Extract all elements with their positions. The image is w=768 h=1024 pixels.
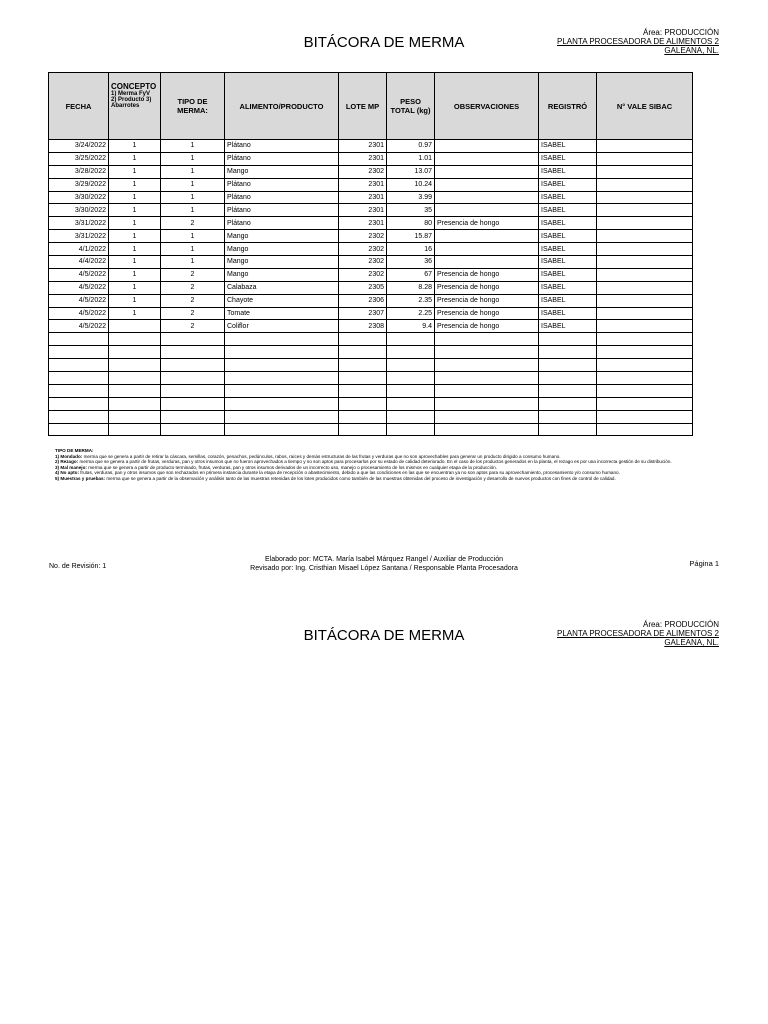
cell-registro: ISABEL — [539, 140, 597, 153]
cell-concepto: 1 — [109, 268, 161, 281]
cell-peso — [387, 423, 435, 436]
col-peso: PESO TOTAL (kg) — [387, 73, 435, 140]
cell-alimento — [225, 423, 339, 436]
cell-fecha: 4/5/2022 — [49, 320, 109, 333]
cell-tipo: 1 — [161, 256, 225, 269]
cell-observaciones — [435, 204, 539, 217]
cell-alimento: Mango — [225, 256, 339, 269]
cell-alimento: Mango — [225, 268, 339, 281]
page2-title: BITÁCORA DE MERMA — [303, 627, 465, 644]
cell-observaciones: Presencia de hongo — [435, 307, 539, 320]
cell-peso — [387, 346, 435, 359]
cell-registro: ISABEL — [539, 191, 597, 204]
note-2-label: 2) Rezago: — [55, 459, 79, 465]
cell-concepto: 1 — [109, 140, 161, 153]
cell-peso: 36 — [387, 256, 435, 269]
table-row — [49, 204, 693, 217]
col-concepto-title: CONCEPTO — [111, 82, 157, 91]
cell-lote: 2301 — [339, 217, 387, 230]
cell-tipo — [161, 333, 225, 346]
table-row — [49, 372, 693, 385]
cell-observaciones — [435, 191, 539, 204]
cell-lote — [339, 333, 387, 346]
cell-tipo — [161, 359, 225, 372]
cell-fecha: 4/5/2022 — [49, 294, 109, 307]
page2-area-value: PRODUCCIÓN — [664, 620, 719, 629]
cell-alimento: Mango — [225, 230, 339, 243]
cell-lote — [339, 423, 387, 436]
table-row — [49, 243, 693, 256]
cell-observaciones — [435, 230, 539, 243]
cell-registro: ISABEL — [539, 243, 597, 256]
area-label: Área: — [642, 28, 665, 37]
cell-alimento: Plátano — [225, 204, 339, 217]
cell-vale — [597, 307, 693, 320]
cell-observaciones — [435, 410, 539, 423]
cell-observaciones — [435, 423, 539, 436]
cell-fecha: 4/5/2022 — [49, 307, 109, 320]
page2-area-line — [557, 620, 719, 629]
col-tipo: TIPO DE MERMA: — [161, 73, 225, 140]
cell-concepto: 1 — [109, 256, 161, 269]
table-row — [49, 230, 693, 243]
tipo-merma-notes — [55, 448, 685, 482]
cell-lote: 2301 — [339, 178, 387, 191]
table-row — [49, 191, 693, 204]
note-4-text: frutas, verduras, pan y otros insumos que son rechazados en primera instancia durante la etapa de recepción o abastecimiento, debido a que las condiciones en las que se encuentran ya no son aptos para su aprovechamiento, procesamiento y/o consumo humano. — [79, 470, 620, 476]
note-1-text: merma que se genera a partir de retirar la cáscara, semillas, corazón, penachos, pedúnculos, rabos, raíces y demás estructuras de las frutas y verduras que no son aprovechables para generar un producto dirigido a consumo humano. — [82, 453, 561, 459]
cell-lote: 2301 — [339, 140, 387, 153]
cell-peso — [387, 410, 435, 423]
cell-fecha: 3/24/2022 — [49, 140, 109, 153]
cell-fecha — [49, 372, 109, 385]
table-row — [49, 217, 693, 230]
cell-lote: 2307 — [339, 307, 387, 320]
cell-lote: 2302 — [339, 256, 387, 269]
table-row — [49, 178, 693, 191]
cell-lote — [339, 410, 387, 423]
cell-fecha — [49, 346, 109, 359]
cell-alimento: Tomate — [225, 307, 339, 320]
cell-concepto: 1 — [109, 307, 161, 320]
table-row — [49, 359, 693, 372]
page2-plant-name: PLANTA PROCESADORA DE ALIMENTOS 2 — [557, 629, 719, 638]
page-title: BITÁCORA DE MERMA — [303, 34, 465, 51]
area-value: PRODUCCIÓN — [664, 28, 719, 37]
cell-observaciones — [435, 256, 539, 269]
cell-fecha: 3/25/2022 — [49, 152, 109, 165]
cell-peso: 15.87 — [387, 230, 435, 243]
cell-observaciones — [435, 152, 539, 165]
cell-vale — [597, 320, 693, 333]
cell-fecha — [49, 410, 109, 423]
cell-tipo — [161, 346, 225, 359]
table-row — [49, 410, 693, 423]
table-header-row — [49, 73, 693, 140]
cell-tipo: 1 — [161, 191, 225, 204]
cell-observaciones — [435, 359, 539, 372]
cell-alimento: Coliflor — [225, 320, 339, 333]
cell-registro: ISABEL — [539, 204, 597, 217]
cell-lote: 2308 — [339, 320, 387, 333]
cell-peso: 2.25 — [387, 307, 435, 320]
cell-peso — [387, 372, 435, 385]
cell-vale — [597, 178, 693, 191]
cell-alimento: Calabaza — [225, 281, 339, 294]
cell-lote — [339, 346, 387, 359]
cell-concepto — [109, 423, 161, 436]
cell-registro: ISABEL — [539, 320, 597, 333]
cell-lote: 2302 — [339, 268, 387, 281]
col-alimento: ALIMENTO/PRODUCTO — [225, 73, 339, 140]
cell-concepto — [109, 410, 161, 423]
cell-tipo: 1 — [161, 204, 225, 217]
page2-area-block — [557, 620, 719, 647]
cell-alimento — [225, 359, 339, 372]
cell-vale — [597, 359, 693, 372]
cell-tipo: 1 — [161, 230, 225, 243]
note-3-label: 3) Mal manejo: — [55, 464, 87, 470]
cell-registro: ISABEL — [539, 152, 597, 165]
note-5 — [55, 476, 685, 482]
cell-fecha: 3/30/2022 — [49, 191, 109, 204]
cell-registro: ISABEL — [539, 256, 597, 269]
cell-concepto — [109, 333, 161, 346]
table-row — [49, 333, 693, 346]
cell-lote: 2302 — [339, 165, 387, 178]
cell-registro — [539, 359, 597, 372]
cell-tipo: 1 — [161, 165, 225, 178]
table-row — [49, 397, 693, 410]
cell-peso: 16 — [387, 243, 435, 256]
cell-alimento — [225, 333, 339, 346]
cell-concepto: 1 — [109, 281, 161, 294]
revisado-por: Revisado por: Ing. Cristhian Misael López Santana / Responsable Planta Procesadora — [250, 565, 518, 572]
cell-alimento — [225, 384, 339, 397]
cell-concepto: 1 — [109, 204, 161, 217]
plant-name: PLANTA PROCESADORA DE ALIMENTOS 2 — [557, 37, 719, 46]
cell-tipo: 2 — [161, 320, 225, 333]
cell-tipo — [161, 372, 225, 385]
table-row — [49, 294, 693, 307]
table-row — [49, 384, 693, 397]
cell-alimento: Plátano — [225, 152, 339, 165]
area-block — [557, 28, 719, 55]
cell-fecha — [49, 423, 109, 436]
cell-peso — [387, 359, 435, 372]
page-number: Página 1 — [689, 559, 719, 568]
cell-vale — [597, 243, 693, 256]
col-concepto — [109, 73, 161, 140]
cell-vale — [597, 423, 693, 436]
cell-alimento: Plátano — [225, 217, 339, 230]
cell-alimento — [225, 372, 339, 385]
note-5-label: 5) Muestras y pruebas: — [55, 475, 106, 481]
cell-observaciones — [435, 165, 539, 178]
cell-peso: 80 — [387, 217, 435, 230]
cell-tipo: 1 — [161, 140, 225, 153]
cell-peso: 9.4 — [387, 320, 435, 333]
cell-peso — [387, 384, 435, 397]
cell-fecha: 3/31/2022 — [49, 230, 109, 243]
cell-observaciones: Presencia de hongo — [435, 217, 539, 230]
cell-observaciones — [435, 384, 539, 397]
col-observaciones: OBSERVACIONES — [435, 73, 539, 140]
cell-peso — [387, 397, 435, 410]
cell-peso: 3.99 — [387, 191, 435, 204]
cell-vale — [597, 152, 693, 165]
cell-vale — [597, 372, 693, 385]
cell-fecha: 4/4/2022 — [49, 256, 109, 269]
cell-alimento — [225, 397, 339, 410]
cell-tipo: 2 — [161, 268, 225, 281]
cell-lote: 2302 — [339, 243, 387, 256]
cell-fecha: 4/5/2022 — [49, 281, 109, 294]
col-concepto-sub2: 2) Producto 3) Abarrotes — [111, 97, 152, 109]
cell-vale — [597, 140, 693, 153]
cell-fecha: 4/1/2022 — [49, 243, 109, 256]
cell-observaciones — [435, 243, 539, 256]
cell-lote: 2302 — [339, 230, 387, 243]
cell-fecha: 4/5/2022 — [49, 268, 109, 281]
cell-fecha: 3/28/2022 — [49, 165, 109, 178]
cell-peso: 0.97 — [387, 140, 435, 153]
cell-registro — [539, 333, 597, 346]
table-row — [49, 140, 693, 153]
cell-alimento: Plátano — [225, 140, 339, 153]
table-row — [49, 256, 693, 269]
cell-registro: ISABEL — [539, 230, 597, 243]
elaborado-por: Elaborado por: MCTA. María Isabel Márquez Rangel / Auxiliar de Producción — [265, 556, 503, 563]
table-row — [49, 307, 693, 320]
page2-plant-location: GALEANA, NL. — [664, 638, 719, 647]
cell-registro: ISABEL — [539, 268, 597, 281]
cell-vale — [597, 397, 693, 410]
cell-concepto: 1 — [109, 230, 161, 243]
cell-lote: 2301 — [339, 204, 387, 217]
cell-tipo — [161, 423, 225, 436]
cell-fecha: 3/30/2022 — [49, 204, 109, 217]
col-registro: REGISTRÓ — [539, 73, 597, 140]
cell-vale — [597, 333, 693, 346]
note-4-label: 4) No apto: — [55, 470, 79, 476]
cell-fecha: 3/29/2022 — [49, 178, 109, 191]
col-concepto-sub1: 1) Merma FyV — [111, 91, 151, 97]
notes-heading: TIPO DE MERMA: — [55, 448, 94, 453]
cell-vale — [597, 384, 693, 397]
cell-registro — [539, 372, 597, 385]
cell-alimento: Plátano — [225, 178, 339, 191]
plant-location: GALEANA, NL. — [664, 46, 719, 55]
col-lote: LOTE MP — [339, 73, 387, 140]
revision-number: No. de Revisión: 1 — [49, 563, 107, 570]
cell-tipo: 2 — [161, 294, 225, 307]
cell-alimento — [225, 410, 339, 423]
table-row — [49, 423, 693, 436]
cell-registro — [539, 410, 597, 423]
cell-vale — [597, 191, 693, 204]
cell-observaciones — [435, 178, 539, 191]
cell-lote: 2305 — [339, 281, 387, 294]
table-row — [49, 165, 693, 178]
cell-concepto — [109, 397, 161, 410]
cell-peso: 13.07 — [387, 165, 435, 178]
cell-registro: ISABEL — [539, 307, 597, 320]
cell-registro: ISABEL — [539, 217, 597, 230]
cell-registro — [539, 346, 597, 359]
cell-concepto — [109, 346, 161, 359]
table-row — [49, 268, 693, 281]
cell-alimento: Chayote — [225, 294, 339, 307]
cell-concepto: 1 — [109, 178, 161, 191]
cell-vale — [597, 268, 693, 281]
cell-concepto — [109, 359, 161, 372]
cell-tipo: 1 — [161, 152, 225, 165]
cell-tipo: 1 — [161, 243, 225, 256]
note-3-text: merma que se genera a partir de producto terminado, frutas, verduras, pan y otros insumos derivados de un incorrecto uso, manejo o procesamiento de los mismos en cualquier etapa de la producción. — [86, 464, 498, 470]
cell-lote — [339, 372, 387, 385]
cell-observaciones: Presencia de hongo — [435, 281, 539, 294]
cell-peso: 67 — [387, 268, 435, 281]
cell-vale — [597, 204, 693, 217]
cell-concepto — [109, 372, 161, 385]
cell-tipo: 2 — [161, 281, 225, 294]
cell-fecha — [49, 397, 109, 410]
cell-lote: 2306 — [339, 294, 387, 307]
cell-observaciones — [435, 372, 539, 385]
cell-lote — [339, 384, 387, 397]
cell-observaciones: Presencia de hongo — [435, 268, 539, 281]
table-body — [49, 140, 693, 436]
cell-vale — [597, 410, 693, 423]
cell-fecha — [49, 333, 109, 346]
cell-vale — [597, 256, 693, 269]
cell-concepto: 1 — [109, 243, 161, 256]
cell-registro — [539, 423, 597, 436]
cell-concepto — [109, 320, 161, 333]
cell-concepto: 1 — [109, 152, 161, 165]
cell-registro: ISABEL — [539, 281, 597, 294]
cell-observaciones: Presencia de hongo — [435, 320, 539, 333]
merma-table — [48, 72, 693, 436]
cell-tipo — [161, 384, 225, 397]
cell-tipo: 2 — [161, 217, 225, 230]
cell-lote: 2301 — [339, 152, 387, 165]
note-2-text: merma que se genera a partir de frutas, verduras, pan y otros insumos que no fueron aprovechados a tiempo y no son aptos para procesarlos por su estado de calidad deteriorado. En el caso de los productos generados en la planta, el rezago es por una incorrecta gestión de su distribución. — [78, 459, 672, 465]
cell-tipo — [161, 397, 225, 410]
cell-registro: ISABEL — [539, 178, 597, 191]
cell-observaciones: Presencia de hongo — [435, 294, 539, 307]
cell-lote — [339, 397, 387, 410]
cell-registro: ISABEL — [539, 165, 597, 178]
cell-concepto: 1 — [109, 294, 161, 307]
cell-vale — [597, 346, 693, 359]
cell-vale — [597, 294, 693, 307]
signatures — [0, 555, 768, 573]
cell-concepto: 1 — [109, 165, 161, 178]
cell-tipo: 2 — [161, 307, 225, 320]
cell-alimento — [225, 346, 339, 359]
cell-peso: 2.35 — [387, 294, 435, 307]
cell-fecha — [49, 384, 109, 397]
cell-peso: 35 — [387, 204, 435, 217]
note-1-label: 1) Mondado: — [55, 453, 83, 459]
cell-tipo — [161, 410, 225, 423]
cell-peso — [387, 333, 435, 346]
page2-area-label: Área: — [642, 620, 665, 629]
cell-lote — [339, 359, 387, 372]
cell-registro: ISABEL — [539, 294, 597, 307]
cell-concepto: 1 — [109, 191, 161, 204]
cell-observaciones — [435, 333, 539, 346]
cell-fecha: 3/31/2022 — [49, 217, 109, 230]
cell-tipo: 1 — [161, 178, 225, 191]
cell-observaciones — [435, 140, 539, 153]
cell-vale — [597, 230, 693, 243]
col-fecha: FECHA — [49, 73, 109, 140]
cell-concepto — [109, 384, 161, 397]
col-vale: N° VALE SIBAC — [597, 73, 693, 140]
cell-peso: 8.28 — [387, 281, 435, 294]
table-row — [49, 346, 693, 359]
cell-vale — [597, 217, 693, 230]
table-row — [49, 281, 693, 294]
cell-observaciones — [435, 346, 539, 359]
cell-alimento: Mango — [225, 243, 339, 256]
cell-lote: 2301 — [339, 191, 387, 204]
cell-vale — [597, 165, 693, 178]
cell-peso: 10.24 — [387, 178, 435, 191]
cell-observaciones — [435, 397, 539, 410]
cell-peso: 1.01 — [387, 152, 435, 165]
cell-alimento: Mango — [225, 165, 339, 178]
cell-registro — [539, 384, 597, 397]
cell-alimento: Plátano — [225, 191, 339, 204]
cell-fecha — [49, 359, 109, 372]
cell-concepto: 1 — [109, 217, 161, 230]
cell-vale — [597, 281, 693, 294]
table-row — [49, 152, 693, 165]
area-line — [557, 28, 719, 37]
cell-registro — [539, 397, 597, 410]
table-row — [49, 320, 693, 333]
note-5-text: merma que se genera a partir de la observación y análisis tanto de las muestras retenidas de los lotes producidos como también de las muestras obtenidas del proceso de investigación y desarrollo de nuevos productos con fines de control de calidad. — [105, 475, 616, 481]
